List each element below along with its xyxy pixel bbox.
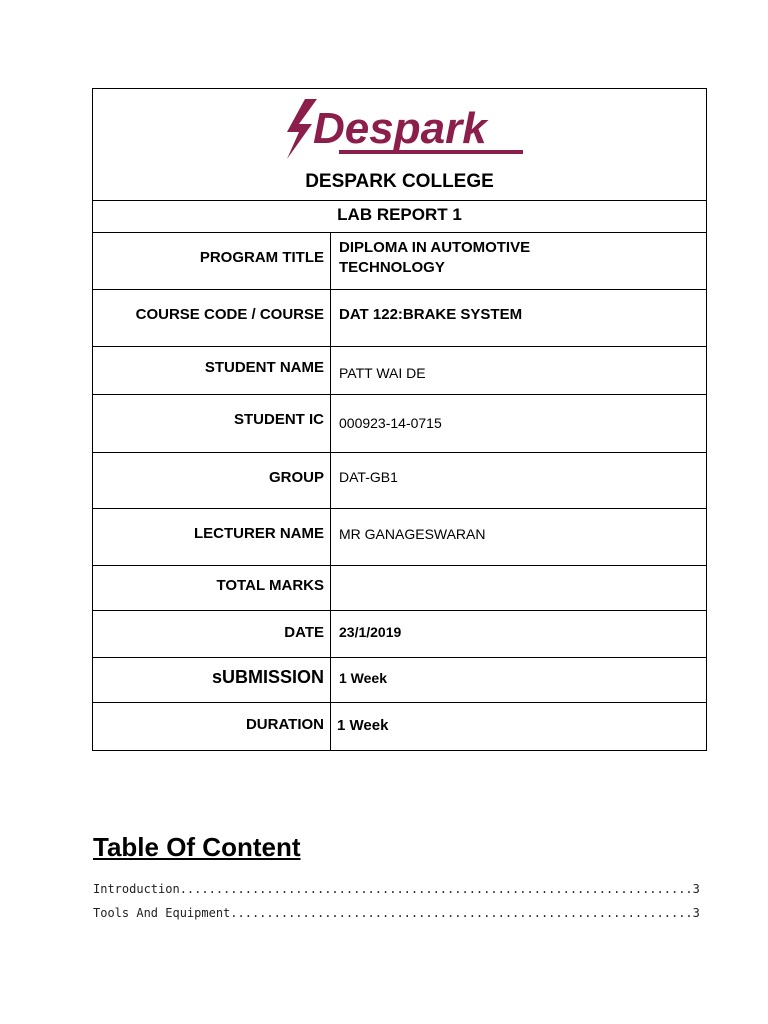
cover-table [92, 88, 707, 751]
field-label: sUBMISSION [211, 667, 324, 687]
toc-entry-title: Introduction [93, 882, 180, 896]
field-value: 23/1/2019 [339, 624, 402, 640]
field-row-date [93, 611, 706, 658]
field-row-course [93, 290, 706, 347]
field-row-total-marks [93, 566, 706, 611]
field-row-student-name [93, 347, 706, 395]
field-label: COURSE CODE / COURSE [135, 306, 324, 323]
toc-entry-page: 3 [692, 882, 700, 896]
header-cell [93, 89, 706, 201]
despark-logo [279, 97, 529, 161]
field-value: PATT WAI DE [339, 365, 426, 381]
field-label: DATE [284, 624, 324, 641]
toc-entry[interactable] [93, 906, 700, 920]
field-label: TOTAL MARKS [216, 577, 324, 594]
field-value: 1 Week [339, 670, 387, 686]
toc-entry-page: 3 [692, 906, 700, 920]
toc-entry[interactable] [93, 882, 700, 896]
field-label: PROGRAM TITLE [199, 249, 324, 266]
field-label: GROUP [268, 469, 324, 486]
field-row-submission [93, 658, 706, 703]
college-name: DESPARK COLLEGE [305, 171, 494, 192]
field-value: MR GANAGESWARAN [339, 526, 486, 542]
toc-dot-leader: ....................................................................... [179, 882, 693, 896]
field-value-line2: TECHNOLOGY [339, 259, 445, 276]
field-value: DAT-GB1 [339, 469, 398, 485]
field-label: LECTURER NAME [194, 525, 324, 542]
field-value: 000923-14-0715 [339, 415, 442, 431]
field-label: STUDENT NAME [204, 359, 324, 376]
field-row-program-title [93, 233, 706, 290]
field-value: DAT 122:BRAKE SYSTEM [339, 306, 523, 323]
field-label: STUDENT IC [234, 411, 324, 428]
toc-title: Table Of Content [93, 832, 301, 862]
toc-dot-leader: ................................................................ [230, 906, 693, 920]
field-label: DURATION [245, 716, 324, 733]
report-title: LAB REPORT 1 [93, 200, 706, 233]
toc-entry-title: Tools And Equipment [93, 906, 231, 920]
field-value: 1 Week [337, 717, 389, 734]
field-row-lecturer [93, 509, 706, 566]
field-row-duration [93, 703, 706, 750]
field-row-group [93, 453, 706, 509]
logo-text: Despark [313, 104, 487, 153]
field-row-student-ic [93, 395, 706, 453]
field-value: DIPLOMA IN AUTOMOTIVE [339, 239, 531, 256]
